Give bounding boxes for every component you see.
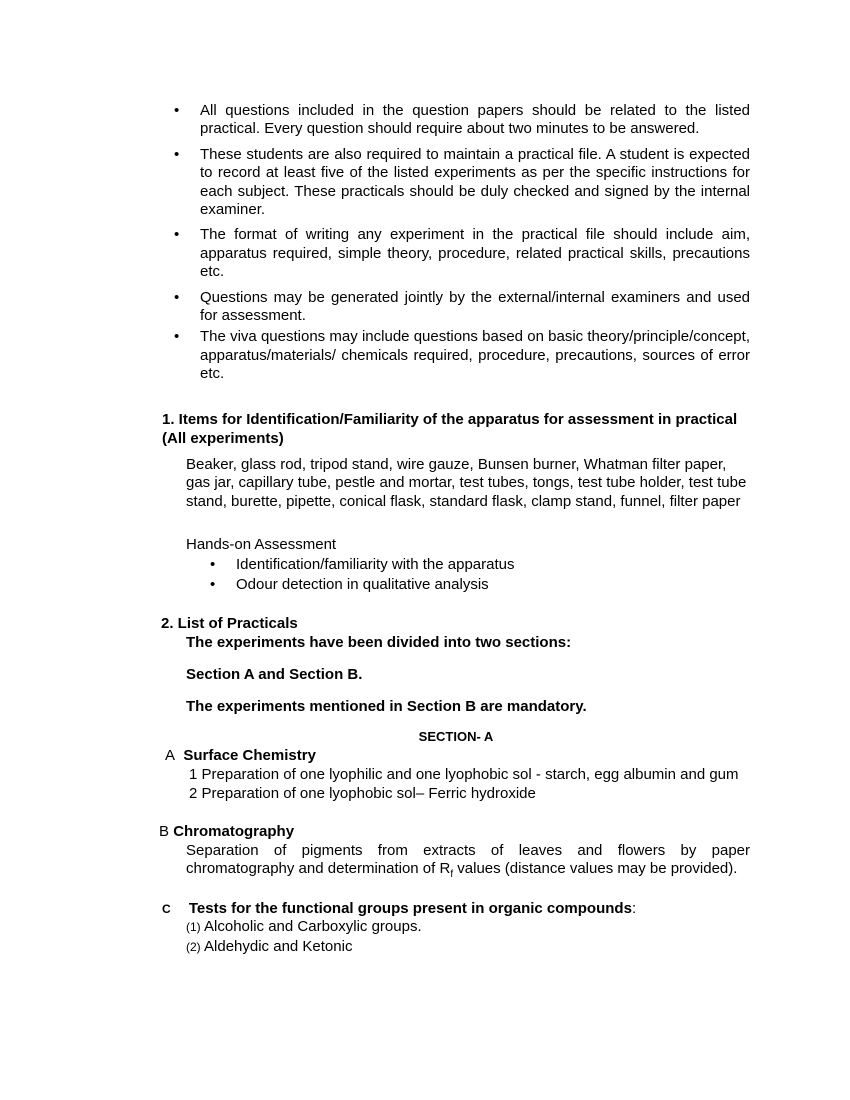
instruction-bullet: • Questions may be generated jointly by the external/internal examiners and used for assessment. xyxy=(172,289,750,326)
section-2-line3: The experiments mentioned in Section B are mandatory. xyxy=(186,698,587,715)
item-number: (2) xyxy=(186,940,201,954)
item-text: Aldehydic and Ketonic xyxy=(204,938,353,955)
part-a-title: Surface Chemistry xyxy=(183,747,316,764)
item-text: Preparation of one lyophilic and one lyophobic sol - starch, egg albumin and gum xyxy=(201,766,739,783)
section-2-line2: Section A and Section B. xyxy=(186,666,363,683)
section-1-heading-line1: 1. Items for Identification/Familiarity of the apparatus for assessment in practical xyxy=(162,411,738,428)
instruction-bullet: • The viva questions may include questions based on basic theory/principle/concept, apparatus/materials/ chemicals required, procedure, precautions, sources of error etc. xyxy=(172,328,750,383)
part-b-text xyxy=(186,842,750,885)
part-c-colon: : xyxy=(631,900,637,917)
part-b-title: Chromatography xyxy=(173,823,295,840)
section-1-heading-line2: (All experiments) xyxy=(162,430,284,447)
part-c-letter: C xyxy=(162,902,171,916)
part-c-title: Tests for the functional groups present in organic compounds xyxy=(188,900,632,917)
part-a-heading xyxy=(165,746,316,765)
part-b-text-end: values (distance values may be provided). xyxy=(453,860,738,878)
section-a-title: SECTION- A xyxy=(418,729,494,744)
section-2-heading: 2. List of Practicals xyxy=(161,615,298,632)
hands-on-label: Hands-on Assessment xyxy=(186,536,337,553)
hands-on-item: • Odour detection in qualitative analysis xyxy=(186,575,686,595)
part-c-item xyxy=(186,938,352,956)
part-b-heading xyxy=(159,822,294,841)
part-b-text-main: Separation of pigments from extracts of leaves and flowers by paper chromatography and determination of R xyxy=(186,842,750,878)
instruction-bullet-list xyxy=(172,102,750,391)
part-c-item xyxy=(186,918,422,936)
part-b-letter: B xyxy=(159,823,170,840)
item-text: Preparation of one lyophobic sol– Ferric hydroxide xyxy=(201,785,536,802)
rf-subscript: f xyxy=(450,869,454,881)
section-1-heading xyxy=(162,410,762,448)
instruction-bullet: • The format of writing any experiment in the practical file should include aim, apparatus required, simple theory, procedure, related practical skills, precautions etc. xyxy=(172,226,750,281)
item-number: 1 xyxy=(189,766,198,783)
part-a-item xyxy=(189,766,739,784)
item-number: 2 xyxy=(189,785,198,802)
item-number: (1) xyxy=(186,920,201,934)
instruction-bullet: • All questions included in the question papers should be related to the listed practical. Every question should require about two minutes to be answered. xyxy=(172,102,750,139)
item-text: Alcoholic and Carboxylic groups. xyxy=(204,918,422,935)
part-a-letter: A xyxy=(165,747,176,764)
instruction-bullet: • These students are also required to maintain a practical file. A student is expected to record at least five of the listed experiments as per the specific instructions for each subject. These practicals should be duly checked and signed by the internal examiner. xyxy=(172,146,750,220)
section-2-line1: The experiments have been divided into two sections: xyxy=(186,634,572,651)
part-a-item xyxy=(189,785,536,803)
apparatus-list: Beaker, glass rod, tripod stand, wire gauze, Bunsen burner, Whatman filter paper, gas jar, capillary tube, pestle and mortar, test tubes, tongs, test tube holder, test tube stand, burette, pipette, conical flask, standard flask, clamp stand, funnel, filter paper xyxy=(186,456,747,510)
part-c-heading xyxy=(162,899,762,919)
hands-on-item: • Identification/familiarity with the apparatus xyxy=(186,555,686,575)
hands-on-list xyxy=(186,555,686,594)
